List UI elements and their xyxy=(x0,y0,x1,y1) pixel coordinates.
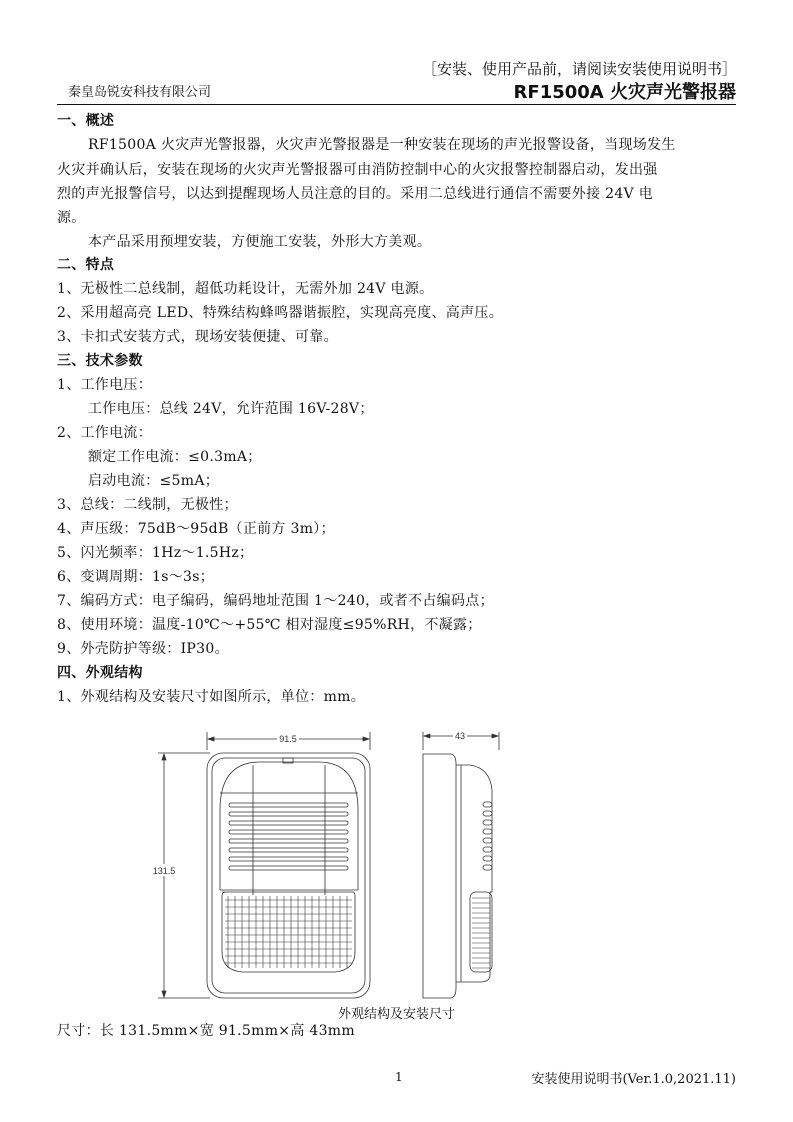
spec-line: 额定工作电流：≤0.3mA； xyxy=(88,449,262,465)
dimension-drawing xyxy=(150,720,510,1005)
overview-line: 烈的声光报警信号，以达到提醒现场人员注意的目的。采用二总线进行通信不需要外接 24V 电 xyxy=(57,186,654,202)
spec-line: 5、闪光频率：1Hz～1.5Hz； xyxy=(57,545,254,561)
feature-item: 1、无极性二总线制，超低功耗设计，无需外加 24V 电源。 xyxy=(57,281,434,297)
feature-item: 2、采用超高亮 LED、特殊结构蜂鸣器谐振腔，实现高亮度、高声压。 xyxy=(57,305,503,321)
side-vent xyxy=(483,802,492,807)
spec-line: 7、编码方式：电子编码，编码地址范围 1～240，或者不占编码点； xyxy=(57,593,494,609)
spec-line: 8、使用环境：温度-10℃～+55℃ 相对湿度≤95%RH，不凝露； xyxy=(57,617,482,633)
side-vent xyxy=(483,811,492,816)
speaker-slot xyxy=(229,866,348,870)
spec-line: 启动电流：≤5mA； xyxy=(88,473,220,489)
spec-line: 1、工作电压： xyxy=(57,377,153,393)
spec-line: 6、变调周期：1s～3s； xyxy=(57,569,214,585)
speaker-slot xyxy=(229,839,348,843)
overview-line: 源。 xyxy=(57,210,86,226)
height-dimension xyxy=(152,753,210,998)
side-vent xyxy=(483,829,492,834)
speaker-slot xyxy=(229,830,348,834)
overview-para2: 本产品采用预埋安装，方便施工安装，外形大方美观。 xyxy=(88,234,432,250)
front-view xyxy=(207,753,370,998)
document-title: RF1500A 火灾声光警报器 xyxy=(513,82,736,103)
install-notice: ［安装、使用产品前，请阅读安装使用说明书］ xyxy=(421,60,737,78)
side-vent xyxy=(483,820,492,825)
spec-line: 4、声压级：75dB～95dB（正前方 3m）； xyxy=(57,521,335,537)
width-label: 91.5 xyxy=(279,734,297,744)
feature-item: 3、卡扣式安装方式，现场安装便捷、可靠。 xyxy=(57,329,338,345)
overview-line: RF1500A 火灾声光警报器，火灾声光警报器是一种安装在现场的声光报警设备，当现场发生 xyxy=(88,137,676,153)
side-vent xyxy=(483,865,492,870)
speaker-slot xyxy=(229,821,348,825)
side-view xyxy=(423,730,499,998)
width-dimension xyxy=(207,732,370,750)
company-name: 秦皇岛锐安科技有限公司 xyxy=(68,85,212,100)
speaker-slot xyxy=(229,812,348,816)
page-number: 1 xyxy=(395,1070,403,1084)
header-divider xyxy=(57,104,736,105)
structure-line: 1、外观结构及安装尺寸如图所示，单位：mm。 xyxy=(57,689,366,705)
height-label: 131.5 xyxy=(152,866,176,876)
section-heading-overview: 一、概述 xyxy=(57,113,115,129)
speaker-slot xyxy=(229,848,348,852)
side-vent xyxy=(483,856,492,861)
overview-line: 火灾并确认后，安装在现场的火灾声光警报器可由消防控制中心的火灾报警控制器启动，发出强 xyxy=(57,162,658,178)
speaker-slot xyxy=(229,857,348,861)
spec-line: 工作电压：总线 24V，允许范围 16V-28V； xyxy=(88,401,374,417)
dimensions-line: 尺寸：长 131.5mm×宽 91.5mm×高 43mm xyxy=(57,1023,355,1039)
speaker-slot xyxy=(229,803,348,807)
side-vent xyxy=(483,847,492,852)
section-heading-structure: 四、外观结构 xyxy=(57,665,143,681)
spec-line: 9、外壳防护等级：IP30。 xyxy=(57,641,229,657)
spec-line: 2、工作电流： xyxy=(57,425,153,441)
spec-line: 3、总线：二线制，无极性； xyxy=(57,497,238,513)
side-vent xyxy=(483,838,492,843)
document-version: 安装使用说明书(Ver.1.0,2021.11) xyxy=(531,1072,736,1087)
figure-caption: 外观结构及安装尺寸 xyxy=(337,1007,455,1022)
depth-label: 43 xyxy=(454,731,466,741)
section-heading-specs: 三、技术参数 xyxy=(57,353,143,369)
section-heading-features: 二、特点 xyxy=(57,257,115,273)
